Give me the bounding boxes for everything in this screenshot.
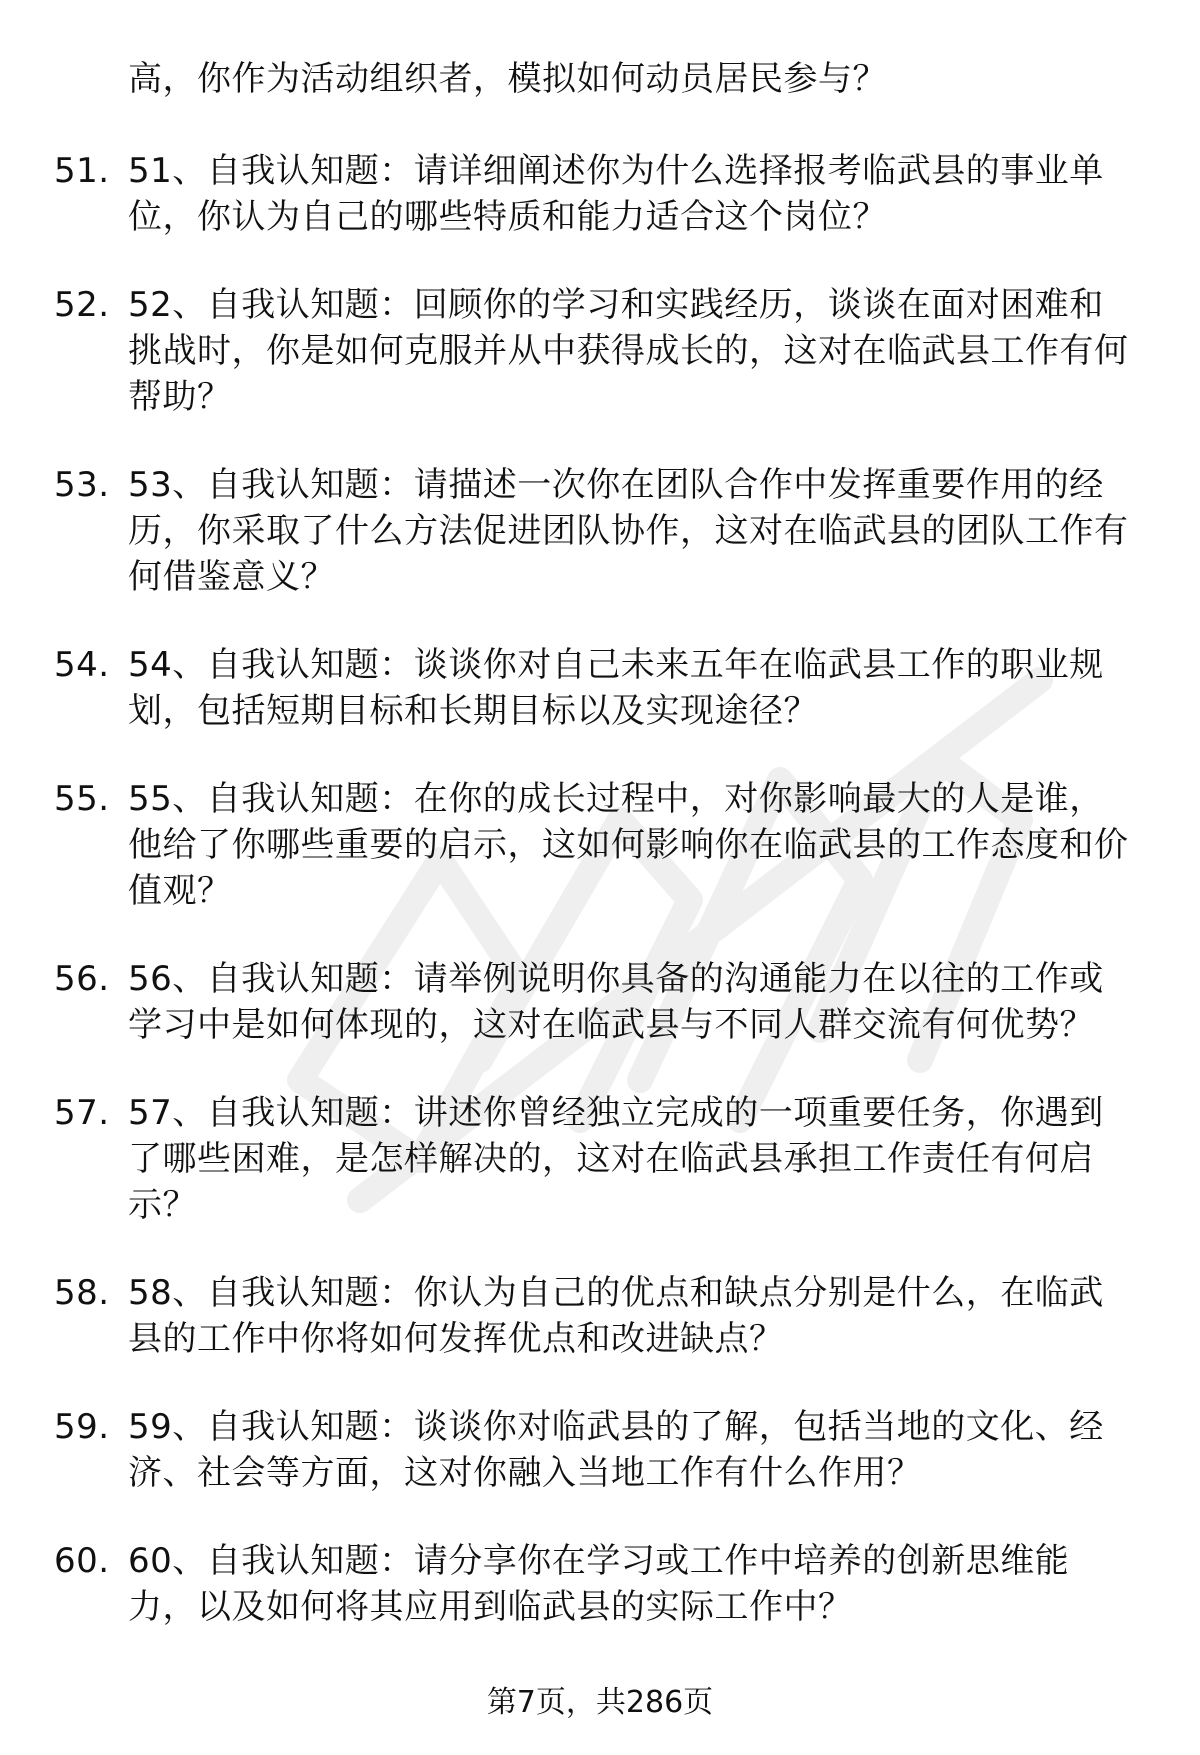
question-text: 53、自我认知题：请描述一次你在团队合作中发挥重要作用的经历，你采取了什么方法促进团队协作，这对在临武县的团队工作有何借鉴意义？ [128,465,1129,597]
question-number: 51. [54,151,110,191]
question-text: 52、自我认知题：回顾你的学习和实践经历，谈谈在面对困难和挑战时，你是如何克服并从中获得成长的，这对在临武县工作有何帮助？ [128,285,1129,417]
question-number: 53. [54,465,110,505]
question-number: 57. [54,1093,110,1133]
question-number: 56. [54,959,110,999]
list-item [0,462,1138,600]
list-item [0,1270,1138,1362]
question-text: 57、自我认知题：讲述你曾经独立完成的一项重要任务，你遇到了哪些困难，是怎样解决的，这对在临武县承担工作责任有何启示？ [128,1093,1104,1225]
list-item [0,282,1138,420]
list-item [0,1090,1138,1228]
question-list [0,148,1200,1672]
question-text: 55、自我认知题：在你的成长过程中，对你影响最大的人是谁，他给了你哪些重要的启示，这如何影响你在临武县的工作态度和价值观？ [128,779,1129,911]
question-text: 60、自我认知题：请分享你在学习或工作中培养的创新思维能力，以及如何将其应用到临武县的实际工作中？ [128,1541,1070,1627]
question-text: 51、自我认知题：请详细阐述你为什么选择报考临武县的事业单位，你认为自己的哪些特质和能力适合这个岗位？ [128,151,1104,237]
continuation-text: 高，你作为活动组织者，模拟如何动员居民参与？ [128,59,887,99]
question-text: 54、自我认知题：谈谈你对自己未来五年在临武县工作的职业规划，包括短期目标和长期目标以及实现途径？ [128,645,1104,731]
question-number: 60. [54,1541,110,1581]
question-number: 52. [54,285,110,325]
page-footer: 第7页，共286页 [486,1685,714,1720]
question-number: 58. [54,1273,110,1313]
question-text: 58、自我认知题：你认为自己的优点和缺点分别是什么，在临武县的工作中你将如何发挥优点和改进缺点？ [128,1273,1104,1359]
list-item [0,1538,1138,1630]
question-number: 54. [54,645,110,685]
question-number: 59. [54,1407,110,1447]
question-text: 59、自我认知题：谈谈你对临武县的了解，包括当地的文化、经济、社会等方面，这对你融入当地工作有什么作用？ [128,1407,1104,1493]
list-item [0,776,1138,914]
list-item [0,148,1138,240]
list-item [0,1404,1138,1496]
list-item [0,956,1138,1048]
question-text: 56、自我认知题：请举例说明你具备的沟通能力在以往的工作或学习中是如何体现的，这对在临武县与不同人群交流有何优势？ [128,959,1104,1045]
question-number: 55. [54,779,110,819]
list-item [0,642,1138,734]
